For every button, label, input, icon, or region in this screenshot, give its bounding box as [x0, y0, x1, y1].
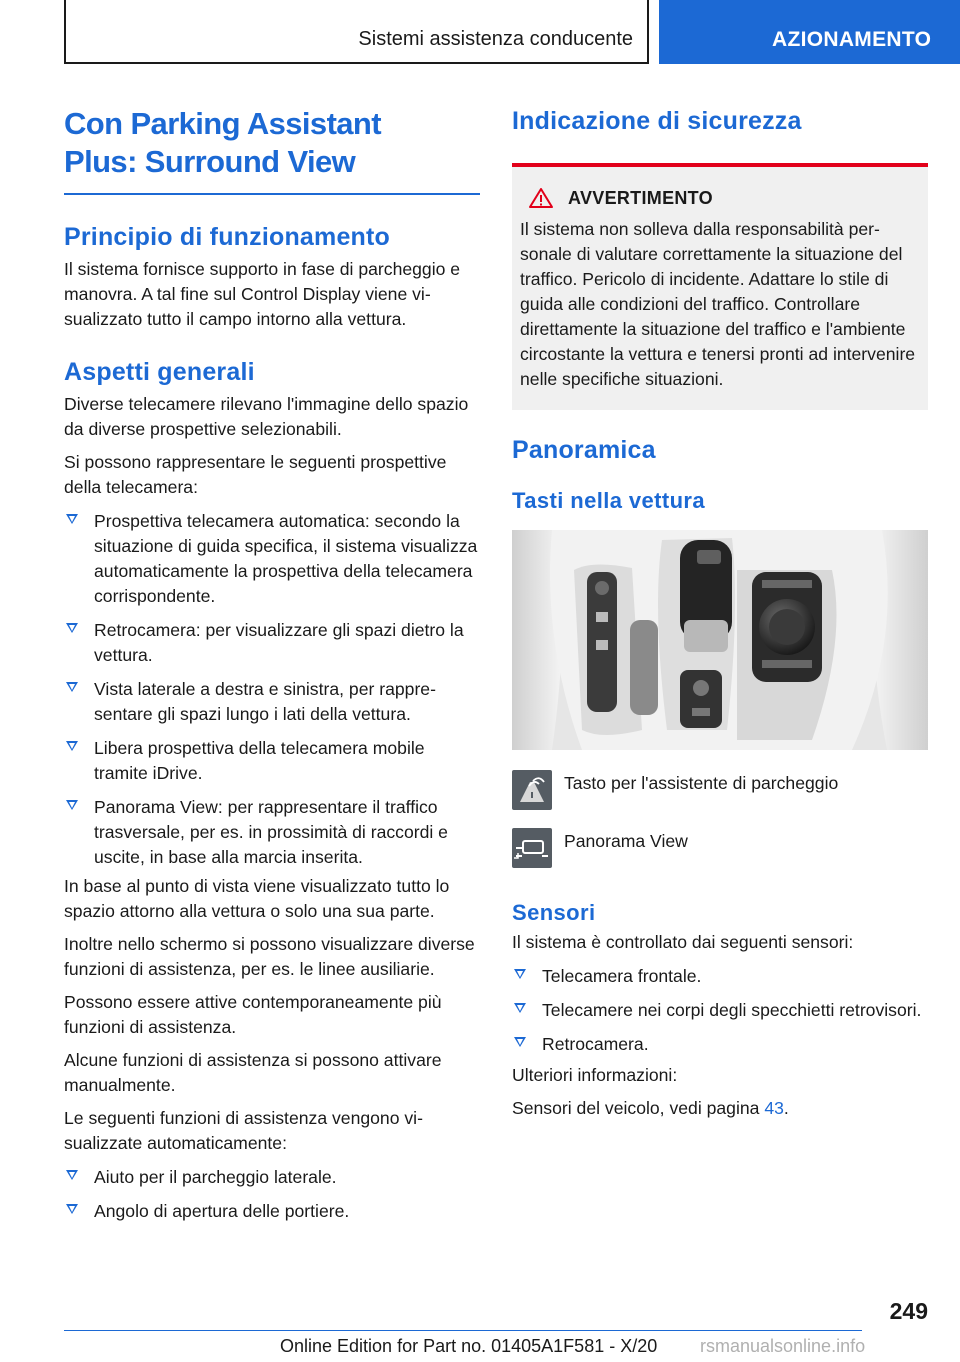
paragraph-aspetti-5: Possono essere attive contemporaneamente più funzioni di assistenza.: [64, 992, 442, 1037]
list-item-text: Retrocamera.: [542, 1034, 649, 1054]
header-chapter-label: AZIONAMENTO: [772, 28, 932, 51]
page-number: 249: [889, 1298, 928, 1324]
list-item-text: Angolo di apertura delle portiere.: [94, 1201, 350, 1221]
left-column: [64, 105, 480, 1224]
heading-principio: Principio di funzionamento: [64, 223, 391, 251]
paragraph-reference: [512, 1096, 928, 1121]
bullet-triangle-icon: [66, 1204, 78, 1214]
perspective-list: [64, 509, 480, 870]
list-item-text: Telecamere nei corpi degli specchietti retrovisori.: [542, 1000, 922, 1020]
list-item-text: Panorama View: per rappresentare il traffico trasversale, per es. in prossimità di raccordi e uscite, in base alla marcia inserita.: [94, 797, 448, 867]
paragraph-sensori: Il sistema è controllato dai seguenti sensori:: [512, 932, 854, 952]
list-item-text: Aiuto per il parcheggio laterale.: [94, 1167, 337, 1187]
bullet-triangle-icon: [66, 514, 78, 524]
bullet-triangle-icon: [514, 969, 526, 979]
warning-title: AVVERTIMENTO: [568, 187, 713, 208]
warning-body: Il sistema non solleva dalla responsabilità personale di valutare correttamente la situazione del traffico. Pericolo di incidente. Adattare lo stile di guida alle condizioni del traffico. Controllare direttamente la situazione del traffico e l'ambiente circostante la vettura e tenersi pronti ad intervenire nelle specifiche situazioni.: [520, 219, 916, 389]
list-item: [512, 998, 928, 1023]
legend-text-parking: Tasto per l'assistente di parcheggio: [564, 773, 839, 793]
list-item-text: Vista laterale a destra e sinistra, per rappresentare gli spazi lungo i lati della vettura.: [94, 679, 436, 724]
sensor-list: [512, 964, 928, 1057]
paragraph-aspetti-2: Si possono rappresentare le seguenti prospettive della telecamera:: [64, 452, 447, 497]
center-console-illustration: [512, 530, 928, 750]
list-item: [64, 509, 480, 609]
reference-text: Sensori del veicolo, vedi pagina: [512, 1098, 760, 1118]
bullet-triangle-icon: [66, 741, 78, 751]
paragraph-aspetti-6: Alcune funzioni di assistenza si possono attivare manualmente.: [64, 1050, 442, 1095]
bullet-triangle-icon: [66, 682, 78, 692]
legend-row-panorama: [512, 828, 928, 868]
legend-row-parking: [512, 770, 928, 810]
warning-triangle-icon: [528, 187, 554, 209]
footer-rule: [64, 1330, 862, 1331]
bullet-triangle-icon: [66, 623, 78, 633]
heading-sicurezza: Indicazione di sicurezza: [512, 107, 802, 135]
heading-aspetti: Aspetti generali: [64, 358, 255, 386]
center-console-image: [512, 530, 928, 750]
list-item: [512, 964, 928, 989]
title-rule: [64, 193, 480, 195]
footer-edition: Online Edition for Part no. 01405A1F581 - X/20: [280, 1336, 658, 1356]
warning-header: [528, 187, 920, 209]
list-item-text: Retrocamera: per visualizzare gli spazi dietro la vettura.: [94, 620, 464, 665]
page-title: [64, 105, 480, 181]
list-item: [64, 736, 480, 786]
list-item-text: Libera prospettiva della telecamera mobile tramite iDrive.: [94, 738, 425, 783]
paragraph-aspetti-1: Diverse telecamere rilevano l'immagine dello spazio da diverse prospettive selezionabili.: [64, 394, 469, 439]
paragraph-more-info: Ulteriori informazioni:: [512, 1065, 678, 1085]
list-item: [64, 618, 480, 668]
right-column: [512, 105, 928, 1121]
list-item-text: Telecamera frontale.: [542, 966, 702, 986]
page-title-line2: Plus: Surround View: [64, 144, 356, 179]
list-item: [64, 795, 480, 870]
heading-panoramica: Panoramica: [512, 436, 656, 464]
bullet-triangle-icon: [66, 800, 78, 810]
auto-functions-list: [64, 1165, 480, 1224]
bullet-triangle-icon: [66, 1170, 78, 1180]
page-title-line1: Con Parking Assistant: [64, 106, 381, 141]
legend-text-panorama: Panorama View: [564, 831, 688, 851]
list-item: [64, 1199, 480, 1224]
heading-tasti: Tasti nella vettura: [512, 488, 706, 513]
warning-box: [512, 163, 928, 410]
header-chapter-tab: [659, 0, 960, 64]
parking-assistant-icon: [512, 770, 552, 810]
header-section-tab: [64, 0, 649, 64]
list-item: [64, 677, 480, 727]
header-section-label: Sistemi assistenza conducente: [358, 28, 633, 50]
bullet-triangle-icon: [514, 1037, 526, 1047]
list-item: [64, 1165, 480, 1190]
reference-end: .: [783, 1098, 789, 1118]
list-item-text: Prospettiva telecamera automatica: secondo la situazione di guida specifica, il sistema visualizza automaticamente la prospettiva della telecamera corrispondente.: [94, 511, 478, 606]
footer-watermark: rsmanualsonline.info: [700, 1336, 866, 1356]
paragraph-aspetti-3: In base al punto di vista viene visualizzato tutto lo spazio attorno alla vettura o solo una sua parte.: [64, 876, 450, 921]
list-item: [512, 1032, 928, 1057]
heading-sensori: Sensori: [512, 900, 596, 925]
paragraph-principio: Il sistema fornisce supporto in fase di parcheggio e manovra. A tal fine sul Control Display viene visualizzato tutto il campo intorno alla vettura.: [64, 259, 461, 329]
panorama-view-icon: [512, 828, 552, 868]
bullet-triangle-icon: [514, 1003, 526, 1013]
paragraph-aspetti-7: Le seguenti funzioni di assistenza vengono visualizzate automaticamente:: [64, 1108, 423, 1153]
page-reference-link[interactable]: 43: [764, 1098, 784, 1118]
paragraph-aspetti-4: Inoltre nello schermo si possono visualizzare diverse funzioni di assistenza, per es. le linee ausiliarie.: [64, 934, 475, 979]
